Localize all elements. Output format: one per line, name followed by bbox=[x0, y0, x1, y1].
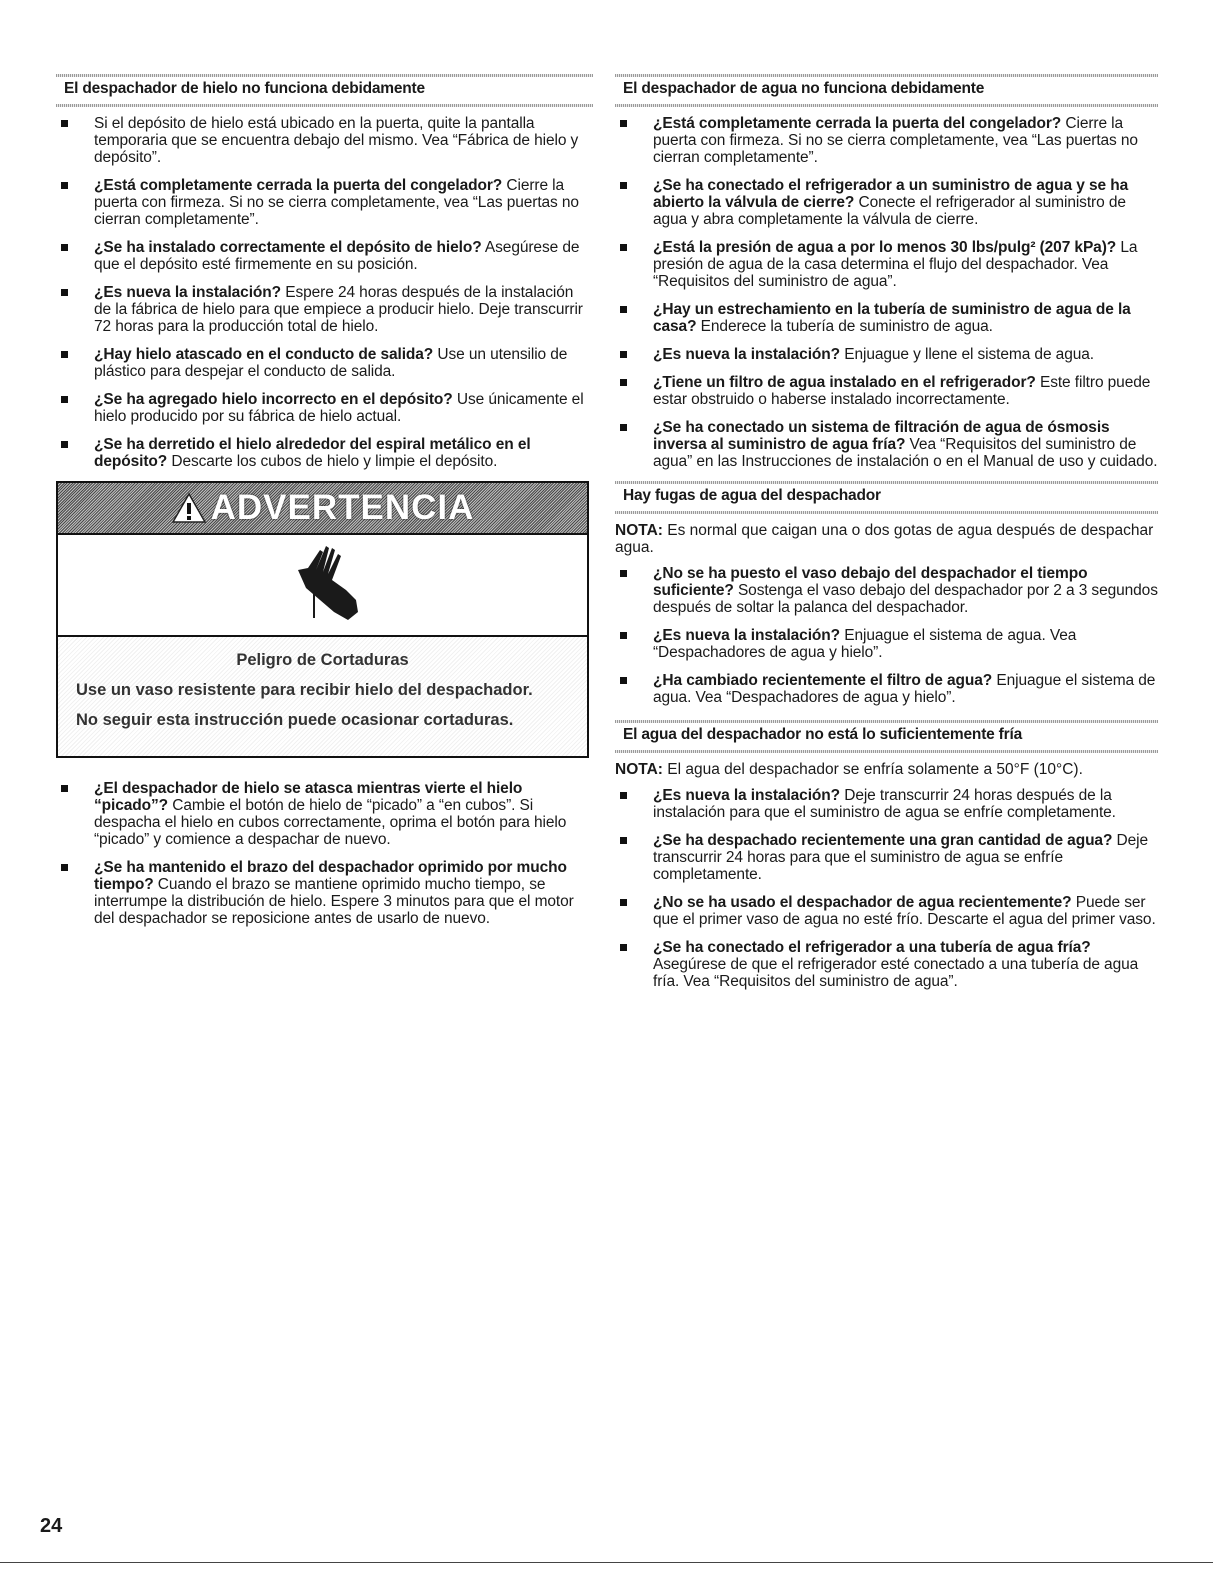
list-item bbox=[615, 939, 1158, 990]
right-column bbox=[615, 74, 1158, 1001]
item-question: ¿Hay hielo atascado en el conducto de salida? bbox=[94, 346, 434, 363]
list-item bbox=[56, 284, 593, 335]
item-answer: Cambie el botón de hielo de “picado” a “en cubos”. Si despacha el hielo en cubos correctamente, oprima el botón para hielo “picado” y comience a despachar de nuevo. bbox=[94, 797, 567, 848]
list-item bbox=[615, 239, 1158, 290]
item-answer: Use un utensilio de plástico para despejar el conducto de salida. bbox=[94, 346, 568, 380]
bullet-icon bbox=[620, 351, 627, 358]
item-answer: Cierre la puerta con firmeza. Si no se cierra completamente, vea “Las puertas no cierran completamente”. bbox=[653, 115, 1138, 166]
item-text: Si el depósito de hielo está ubicado en la puerta, quite la pantalla temporaria que se encuentra debajo del mismo. Vea “Fábrica de hielo y depósito”. bbox=[94, 115, 579, 166]
item-question: ¿Es nueva la instalación? bbox=[94, 284, 282, 301]
item-answer: Enderece la tubería de suministro de agua. bbox=[696, 318, 993, 335]
item-answer: Enjuague el sistema de agua. Vea “Despachadores de agua y hielo”. bbox=[653, 672, 1156, 706]
bullet-icon bbox=[620, 944, 627, 951]
item-answer: Cierre la puerta con firmeza. Si no se cierra completamente, vea “Las puertas no cierran completamente”. bbox=[94, 177, 579, 228]
bullet-icon bbox=[620, 182, 627, 189]
note-label: NOTA: bbox=[615, 761, 663, 778]
item-question: ¿Está la presión de agua a por lo menos 30 lbs/pulg² (207 kPa)? bbox=[653, 239, 1117, 256]
list-item bbox=[56, 346, 593, 380]
list-item bbox=[56, 391, 593, 425]
item-answer: Este filtro puede estar obstruido o haberse instalado incorrectamente. bbox=[653, 374, 1151, 408]
water-temp-list bbox=[615, 787, 1158, 990]
list-item bbox=[615, 787, 1158, 821]
ice-dispenser-list bbox=[56, 115, 593, 470]
item-question: ¿Es nueva la instalación? bbox=[653, 346, 841, 363]
list-item bbox=[56, 436, 593, 470]
warning-title: ADVERTENCIA bbox=[210, 488, 475, 527]
bullet-icon bbox=[620, 632, 627, 639]
bullet-icon bbox=[620, 899, 627, 906]
warning-triangle-icon bbox=[171, 492, 207, 524]
list-item bbox=[615, 374, 1158, 408]
item-answer: Conecte el refrigerador al suministro de agua y abra completamente la válvula de cierre. bbox=[653, 194, 1126, 228]
list-item bbox=[615, 894, 1158, 928]
note bbox=[615, 522, 1158, 556]
item-answer: Espere 24 horas después de la instalación de la fábrica de hielo para que empiece a producir hielo. Deje transcurrir 72 horas para la producción total de hielo. bbox=[94, 284, 583, 335]
bullet-icon bbox=[620, 570, 627, 577]
section-heading-leaks: Hay fugas de agua del despachador bbox=[615, 481, 1158, 514]
bullet-icon bbox=[620, 120, 627, 127]
warning-header bbox=[58, 483, 587, 535]
bullet-icon bbox=[61, 120, 68, 127]
list-item bbox=[615, 346, 1158, 363]
item-answer: Vea “Requisitos del suministro de agua” en las Instrucciones de instalación o en el Manual de uso y cuidado. bbox=[653, 436, 1158, 470]
note-text: Es normal que caigan una o dos gotas de agua después de despachar agua. bbox=[615, 522, 1154, 556]
item-answer: La presión de agua de la casa determina el flujo del despachador. Vea “Requisitos del suministro de agua”. bbox=[653, 239, 1138, 290]
bullet-icon bbox=[61, 785, 68, 792]
item-question: ¿Se ha instalado correctamente el depósito de hielo? bbox=[94, 239, 482, 256]
item-answer: Sostenga el vaso debajo del despachador por 2 a 3 segundos después de soltar la palanca del despachador. bbox=[653, 582, 1158, 616]
leaks-list bbox=[615, 565, 1158, 706]
item-answer: Descarte los cubos de hielo y limpie el depósito. bbox=[167, 453, 498, 470]
bullet-icon bbox=[620, 792, 627, 799]
bullet-icon bbox=[61, 182, 68, 189]
item-answer: Enjuague y llene el sistema de agua. bbox=[840, 346, 1094, 363]
warning-hazard: Peligro de Cortaduras bbox=[236, 651, 409, 669]
list-item bbox=[615, 115, 1158, 166]
item-answer: Asegúrese de que el refrigerador esté conectado a una tubería de agua fría. Vea “Requisitos del suministro de agua”. bbox=[653, 956, 1139, 990]
item-answer: Deje transcurrir 24 horas después de la instalación para que el suministro de agua se enfríe completamente. bbox=[653, 787, 1116, 821]
water-dispenser-list bbox=[615, 115, 1158, 470]
item-question: ¿Se ha despachado recientemente una gran cantidad de agua? bbox=[653, 832, 1113, 849]
bullet-icon bbox=[61, 441, 68, 448]
item-question: ¿Se ha derretido el hielo alrededor del espiral metálico en el depósito? bbox=[94, 436, 531, 470]
warning-body bbox=[58, 637, 587, 756]
bullet-icon bbox=[620, 424, 627, 431]
note-label: NOTA: bbox=[615, 522, 663, 539]
list-item bbox=[56, 239, 593, 273]
note-text: El agua del despachador se enfría solamente a 50°F (10°C). bbox=[662, 761, 1083, 778]
section-heading-water-temp: El agua del despachador no está lo suficientemente fría bbox=[615, 720, 1158, 753]
page-number: 24 bbox=[40, 1515, 63, 1537]
list-item bbox=[615, 627, 1158, 661]
item-question: ¿Es nueva la instalación? bbox=[653, 787, 841, 804]
item-question: ¿Se ha agregado hielo incorrecto en el depósito? bbox=[94, 391, 453, 408]
item-question: ¿Tiene un filtro de agua instalado en el refrigerador? bbox=[653, 374, 1036, 391]
list-item bbox=[56, 177, 593, 228]
list-item bbox=[615, 565, 1158, 616]
cut-hand-icon bbox=[268, 540, 378, 630]
list-item bbox=[615, 832, 1158, 883]
item-answer: Deje transcurrir 24 horas para que el suministro de agua se enfríe completamente. bbox=[653, 832, 1149, 883]
item-question: ¿Se ha conectado el refrigerador a un suministro de agua y se ha abierto la válvula de cierre? bbox=[653, 177, 1129, 211]
item-answer: Asegúrese de que el depósito esté firmemente en su posición. bbox=[94, 239, 580, 273]
warning-pictogram-area bbox=[58, 535, 587, 637]
item-question: ¿Se ha conectado un sistema de filtración de agua de ósmosis inversa al suministro de agua fría? bbox=[653, 419, 1110, 453]
bullet-icon bbox=[620, 244, 627, 251]
item-question: ¿El despachador de hielo se atasca mientras vierte el hielo “picado”? bbox=[94, 780, 523, 814]
footer-divider bbox=[0, 1562, 1213, 1563]
list-item bbox=[615, 419, 1158, 470]
bullet-icon bbox=[620, 837, 627, 844]
item-answer: Enjuague el sistema de agua. Vea “Despachadores de agua y hielo”. bbox=[653, 627, 1077, 661]
list-item bbox=[615, 672, 1158, 706]
item-question: ¿Hay un estrechamiento en la tubería de suministro de agua de la casa? bbox=[653, 301, 1131, 335]
list-item bbox=[56, 859, 593, 927]
note bbox=[615, 761, 1158, 778]
item-question: ¿Se ha conectado el refrigerador a una tubería de agua fría? bbox=[653, 939, 1091, 956]
bullet-icon bbox=[61, 244, 68, 251]
list-item bbox=[56, 115, 593, 166]
list-item bbox=[56, 780, 593, 848]
item-question: ¿Es nueva la instalación? bbox=[653, 627, 841, 644]
ice-dispenser-list-continued bbox=[56, 780, 593, 927]
item-question: ¿Se ha mantenido el brazo del despachador oprimido por mucho tiempo? bbox=[94, 859, 567, 893]
section-heading-ice-dispenser: El despachador de hielo no funciona debidamente bbox=[56, 74, 593, 107]
list-item bbox=[615, 177, 1158, 228]
bullet-icon bbox=[620, 677, 627, 684]
item-answer: Puede ser que el primer vaso de agua no esté frío. Descarte el agua del primer vaso. bbox=[653, 894, 1156, 928]
warning-box bbox=[56, 481, 589, 758]
item-question: ¿No se ha usado el despachador de agua recientemente? bbox=[653, 894, 1072, 911]
bullet-icon bbox=[61, 351, 68, 358]
bullet-icon bbox=[61, 864, 68, 871]
warning-consequence: No seguir esta instrucción puede ocasionar cortaduras. bbox=[76, 711, 514, 729]
item-question: ¿Está completamente cerrada la puerta del congelador? bbox=[94, 177, 503, 194]
bullet-icon bbox=[620, 379, 627, 386]
left-column bbox=[56, 74, 593, 938]
item-answer: Use únicamente el hielo producido por su fábrica de hielo actual. bbox=[94, 391, 584, 425]
section-heading-water-dispenser: El despachador de agua no funciona debidamente bbox=[615, 74, 1158, 107]
item-answer: Cuando el brazo se mantiene oprimido mucho tiempo, se interrumpe la distribución de hielo. Espere 3 minutos para que el motor del despachador se reposicione antes de usarlo de nuevo. bbox=[94, 876, 574, 927]
item-question: ¿Está completamente cerrada la puerta del congelador? bbox=[653, 115, 1062, 132]
bullet-icon bbox=[620, 306, 627, 313]
item-question: ¿Ha cambiado recientemente el filtro de agua? bbox=[653, 672, 993, 689]
warning-instruction: Use un vaso resistente para recibir hielo del despachador. bbox=[76, 681, 533, 699]
list-item bbox=[615, 301, 1158, 335]
bullet-icon bbox=[61, 396, 68, 403]
item-question: ¿No se ha puesto el vaso debajo del despachador el tiempo suficiente? bbox=[653, 565, 1088, 599]
bullet-icon bbox=[61, 289, 68, 296]
